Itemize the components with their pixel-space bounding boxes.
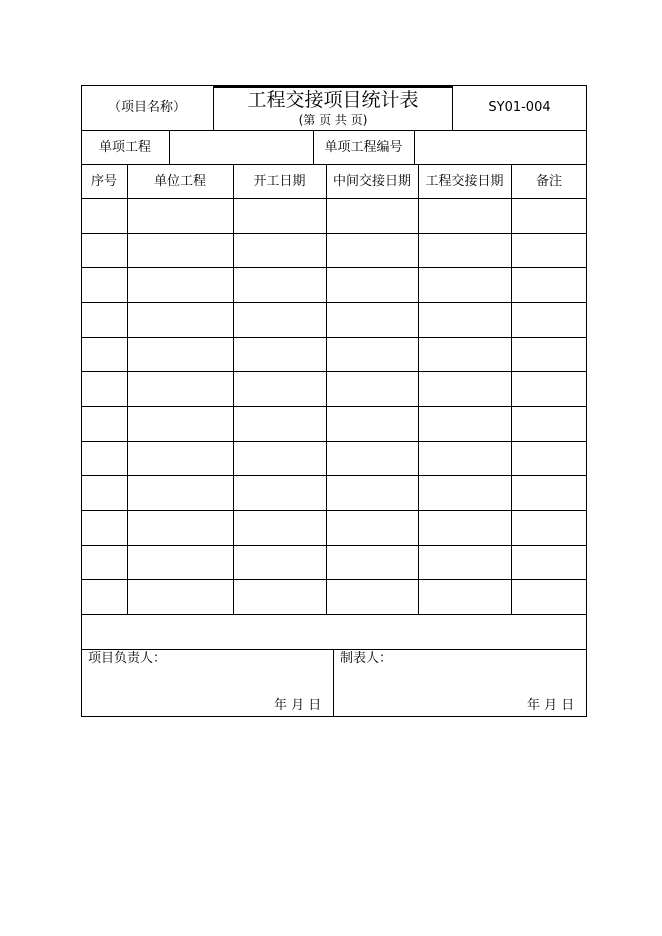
table-cell[interactable]	[511, 278, 587, 292]
table-cell[interactable]	[233, 521, 326, 535]
table-cell[interactable]	[127, 417, 233, 431]
table-cell[interactable]	[127, 452, 233, 466]
table-cell[interactable]	[418, 486, 511, 500]
table-cell[interactable]	[418, 452, 511, 466]
table-cell[interactable]	[418, 313, 511, 327]
table-cell[interactable]	[326, 590, 418, 604]
table-cell[interactable]	[511, 313, 587, 327]
table-cell[interactable]	[511, 348, 587, 362]
table-cell[interactable]	[81, 209, 127, 223]
table-row	[81, 372, 587, 407]
column-header: 开工日期	[253, 174, 306, 189]
table-cell[interactable]	[127, 382, 233, 396]
table-cell[interactable]	[418, 556, 511, 570]
table-row	[81, 338, 587, 373]
table-cell[interactable]	[81, 382, 127, 396]
table-cell[interactable]	[233, 278, 326, 292]
divider	[81, 130, 587, 131]
project-name: （项目名称）	[107, 100, 186, 115]
divider	[81, 649, 587, 650]
table-row	[81, 303, 587, 338]
table-cell[interactable]	[511, 590, 587, 604]
table-cell[interactable]	[511, 417, 587, 431]
table-row	[81, 442, 587, 477]
table-row	[81, 199, 587, 234]
manager-date: 年 月 日	[274, 698, 322, 713]
table-cell[interactable]	[326, 417, 418, 431]
statistics-form	[81, 85, 587, 717]
divider	[414, 130, 415, 165]
table-cell[interactable]	[81, 244, 127, 258]
single-item-label: 单项工程	[98, 140, 151, 155]
table-cell[interactable]	[326, 556, 418, 570]
table-cell[interactable]	[326, 521, 418, 535]
table-row	[81, 234, 587, 269]
table-cell[interactable]	[233, 486, 326, 500]
column-header: 工程交接日期	[425, 174, 504, 189]
table-cell[interactable]	[81, 417, 127, 431]
table-cell[interactable]	[127, 278, 233, 292]
table-row	[81, 546, 587, 581]
table-cell[interactable]	[326, 209, 418, 223]
table-cell[interactable]	[81, 521, 127, 535]
table-cell[interactable]	[326, 486, 418, 500]
table-cell[interactable]	[511, 244, 587, 258]
table-cell[interactable]	[233, 590, 326, 604]
table-row	[81, 476, 587, 511]
table-cell[interactable]	[511, 521, 587, 535]
table-cell[interactable]	[418, 590, 511, 604]
table-cell[interactable]	[511, 382, 587, 396]
table-cell[interactable]	[127, 486, 233, 500]
divider	[213, 86, 453, 88]
table-cell[interactable]	[418, 244, 511, 258]
table-cell[interactable]	[81, 348, 127, 362]
table-cell[interactable]	[127, 244, 233, 258]
table-cell[interactable]	[81, 556, 127, 570]
page-info: (第 页 共 页)	[298, 113, 368, 127]
table-cell[interactable]	[418, 209, 511, 223]
table-cell[interactable]	[81, 313, 127, 327]
table-cell[interactable]	[81, 590, 127, 604]
form-code: SY01-004	[488, 100, 551, 115]
table-cell[interactable]	[233, 348, 326, 362]
preparer-date: 年 月 日	[527, 698, 575, 713]
table-cell[interactable]	[326, 452, 418, 466]
manager-label: 项目负责人：	[88, 651, 167, 666]
table-cell[interactable]	[233, 382, 326, 396]
table-cell[interactable]	[511, 452, 587, 466]
table-row	[81, 407, 587, 442]
table-cell[interactable]	[326, 348, 418, 362]
table-cell[interactable]	[418, 521, 511, 535]
table-cell[interactable]	[418, 278, 511, 292]
column-header: 备注	[535, 174, 562, 189]
table-cell[interactable]	[233, 244, 326, 258]
table-cell[interactable]	[127, 590, 233, 604]
preparer-label: 制表人：	[340, 651, 393, 666]
table-cell[interactable]	[511, 556, 587, 570]
table-cell[interactable]	[233, 313, 326, 327]
table-row	[81, 580, 587, 615]
table-cell[interactable]	[127, 521, 233, 535]
table-cell[interactable]	[127, 348, 233, 362]
table-cell[interactable]	[81, 452, 127, 466]
table-cell[interactable]	[418, 382, 511, 396]
table-cell[interactable]	[233, 209, 326, 223]
form-title: 工程交接项目统计表	[247, 89, 419, 111]
table-cell[interactable]	[511, 209, 587, 223]
divider	[81, 614, 587, 615]
table-row	[81, 511, 587, 546]
table-cell[interactable]	[326, 244, 418, 258]
table-cell[interactable]	[233, 452, 326, 466]
single-item-code-label: 单项工程编号	[324, 140, 403, 155]
table-cell[interactable]	[326, 382, 418, 396]
table-cell[interactable]	[418, 417, 511, 431]
divider	[169, 130, 170, 165]
table-cell[interactable]	[418, 348, 511, 362]
table-cell[interactable]	[326, 313, 418, 327]
column-header: 序号	[90, 174, 117, 189]
column-header: 单位工程	[153, 174, 206, 189]
table-cell[interactable]	[233, 556, 326, 570]
table-cell[interactable]	[81, 486, 127, 500]
table-cell[interactable]	[127, 556, 233, 570]
table-cell[interactable]	[326, 278, 418, 292]
table-cell[interactable]	[233, 417, 326, 431]
table-cell[interactable]	[127, 209, 233, 223]
table-cell[interactable]	[511, 486, 587, 500]
divider	[333, 649, 334, 717]
table-cell[interactable]	[127, 313, 233, 327]
table-cell[interactable]	[81, 278, 127, 292]
column-header: 中间交接日期	[332, 174, 411, 189]
table-row	[81, 268, 587, 303]
